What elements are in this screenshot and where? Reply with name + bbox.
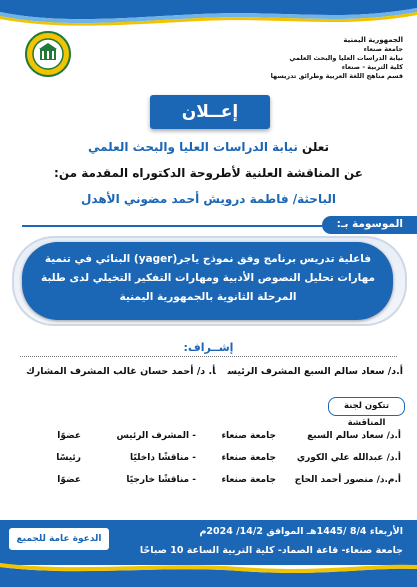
header-line-department: قسم مناهج اللغة العربية وطرائق تدريسها <box>270 72 403 80</box>
committee-member-name: أ.د/ سعاد سالم السبع <box>307 431 401 441</box>
committee-row <box>9 431 401 453</box>
committee-member-position: عضوًا <box>57 475 81 485</box>
announcement-banner <box>150 95 270 129</box>
announcement-line-1 <box>0 140 417 154</box>
university-logo-icon <box>24 30 72 78</box>
committee-label: تتكون لجنة المناقشة <box>328 397 405 416</box>
committee-table <box>9 431 401 497</box>
committee-member-role: - المشرف الرئيس <box>116 431 196 441</box>
tag-divider-line <box>22 225 322 227</box>
announcement-line-2: عن المناقشة العلنية لأطروحة الدكتوراه المقدمة من: <box>54 166 363 180</box>
committee-member-university: جامعة صنعاء <box>221 475 276 485</box>
public-invitation-badge: الدعوة عامة للجميع <box>8 527 110 551</box>
committee-member-name: أ.د/ عبدالله علي الكوري <box>296 453 401 463</box>
header-line-deanship: نيابة الدراسات العليا والبحث العلمي <box>289 54 403 62</box>
supervision-label: إشــراف: <box>183 341 234 354</box>
announcement-line-1-rest: نيابة الدراسات العليا والبحث العلمي <box>87 140 303 154</box>
header-line-university: جامعة صنعاء <box>363 45 403 53</box>
committee-member-name: أ.م.د/ منصور أحمد الحاج <box>294 475 401 485</box>
committee-member-university: جامعة صنعاء <box>221 431 276 441</box>
thesis-tag-label: الموسومة بـ: <box>336 218 403 230</box>
header-line-faculty: كلية التربية - صنعاء <box>341 63 403 71</box>
committee-row <box>9 453 401 475</box>
main-supervisor: أ.د/ سعاد سالم السبع المشرف الرئيس <box>227 366 403 377</box>
footer-date: الأربعاء 8/4 /1445هـ الموافق 14/2/ 2024م <box>199 526 403 537</box>
top-wave-decoration <box>0 0 417 30</box>
co-supervisor: أ. د/ أحمد حسان غالب المشرف المشارك <box>26 366 216 377</box>
thesis-title: فاعلية تدريس برنامج وفق نموذج ياجر(yager) البنائي في تنمية مهارات تحليل النصوص الأدبية ومهارات التفكير التخيلي لدى طلبة المرحلة الثانوية بالجمهورية اليمنية <box>40 253 375 303</box>
researcher-name: الباحثة/ فاطمة درويش أحمد مضوني الأهدل <box>81 192 336 206</box>
committee-member-position: عضوًا <box>57 431 81 441</box>
committee-member-role: - مناقشًا خارجيًا <box>126 475 196 485</box>
announcement-line-1-prefix: تعلن <box>302 140 329 154</box>
committee-member-position: رئيسًا <box>56 453 81 463</box>
institution-header <box>223 36 403 81</box>
bottom-wave-decoration <box>0 563 417 587</box>
footer-venue: جامعة صنعاء- قاعة الصماد- كلية التربية الساعة 10 صباحًا <box>139 545 403 556</box>
committee-member-role: - مناقشًا داخليًا <box>130 453 196 463</box>
announcement-banner-text: إعــلان <box>181 102 239 122</box>
committee-row <box>9 475 401 497</box>
header-line-country: الجمهورية اليمنية <box>343 36 403 44</box>
supervisors-line <box>13 366 403 377</box>
supervision-divider <box>20 356 397 358</box>
committee-member-university: جامعة صنعاء <box>221 453 276 463</box>
